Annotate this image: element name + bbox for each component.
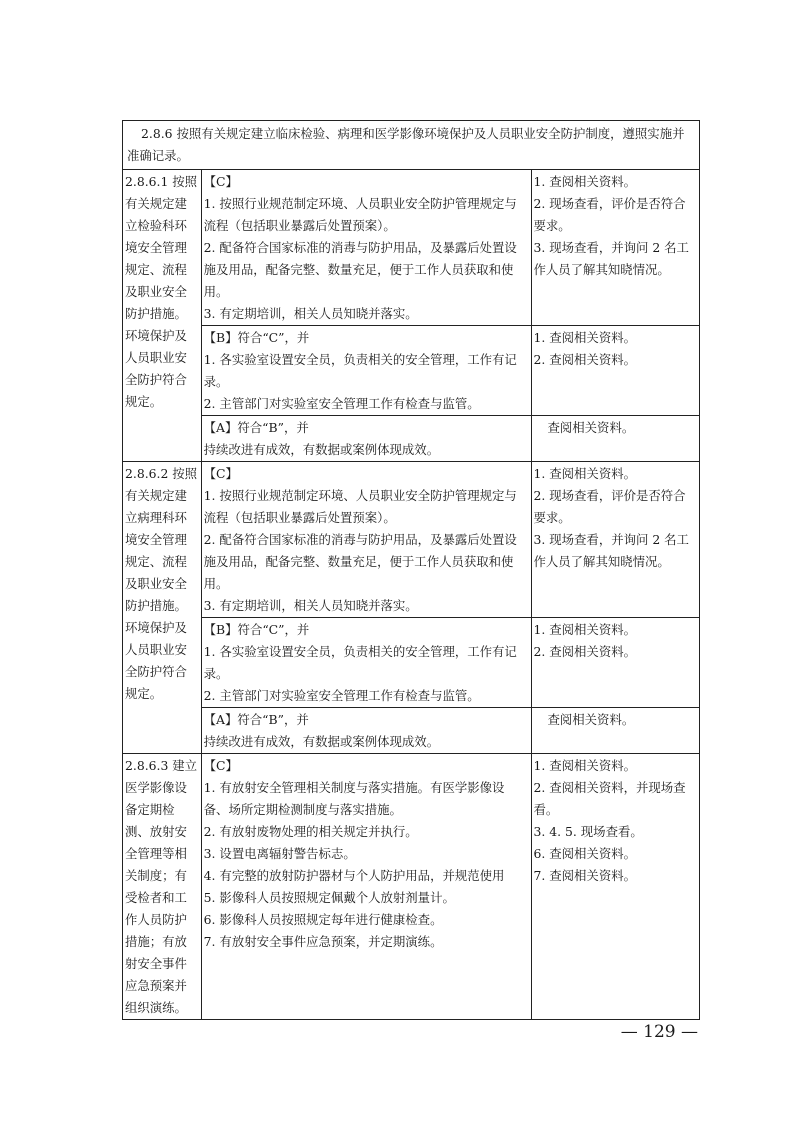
requirement-line: 2. 配备符合国家标准的消毒与防护用品，及暴露后处置设施及用品，配备完整、数量充足，便于工作人员获取和使用。 bbox=[203, 532, 517, 591]
method-line: 2. 查阅相关资料，并现场查看。 bbox=[533, 780, 686, 817]
requirement-line: 1. 各实验室设置安全员，负责相关的安全管理，工作有记录。 bbox=[203, 644, 517, 681]
requirement-line: 6. 影像科人员按照规定每年进行健康检查。 bbox=[203, 912, 443, 927]
criterion-text: 2.8.6.2 按照有关规定建立病理科环境安全管理规定、流程及职业安全防护措施。环境保护及人员职业安全防护符合规定。 bbox=[125, 466, 198, 701]
table-row bbox=[123, 416, 700, 462]
section-header-row bbox=[123, 121, 700, 170]
standards-table bbox=[122, 120, 700, 1020]
table-row bbox=[123, 170, 700, 326]
method-line: 3. 现场查看，并询问 2 名工作人员了解其知晓情况。 bbox=[533, 532, 689, 569]
method-line: 6. 查阅相关资料。 bbox=[533, 846, 636, 861]
method-line: 1. 查阅相关资料。 bbox=[533, 330, 636, 345]
method-line: 1. 查阅相关资料。 bbox=[533, 174, 636, 189]
method-line: 1. 查阅相关资料。 bbox=[533, 466, 636, 481]
method-cell bbox=[531, 170, 700, 326]
requirement-cell bbox=[201, 326, 531, 416]
requirement-cell bbox=[201, 462, 531, 618]
grade-label: 【C】 bbox=[203, 466, 238, 481]
criterion-cell bbox=[123, 754, 202, 1020]
method-cell bbox=[531, 754, 700, 1020]
method-line: 3. 4. 5. 现场查看。 bbox=[533, 824, 643, 839]
method-line: 1. 查阅相关资料。 bbox=[533, 622, 636, 637]
requirement-line: 1. 按照行业规范制定环境、人员职业安全防护管理规定与流程（包括职业暴露后处置预案）。 bbox=[203, 488, 517, 525]
grade-label: 【B】符合“C”，并 bbox=[203, 622, 310, 637]
criterion-text: 2.8.6.3 建立医学影像设备定期检测、放射安全管理等相关制度；有受检者和工作人员防护措施；有放射安全事件应急预案并组织演练。 bbox=[125, 758, 198, 1015]
method-line: 7. 查阅相关资料。 bbox=[533, 868, 636, 883]
table-row bbox=[123, 462, 700, 618]
method-line: 1. 查阅相关资料。 bbox=[533, 758, 636, 773]
section-title: 2.8.6 按照有关规定建立临床检验、病理和医学影像环境保护及人员职业安全防护制度，遵照实施并准确记录。 bbox=[127, 126, 685, 163]
requirement-line: 7. 有放射安全事件应急预案，并定期演练。 bbox=[203, 934, 443, 949]
requirement-cell bbox=[201, 618, 531, 708]
requirement-line: 5. 影像科人员按照规定佩戴个人放射剂量计。 bbox=[203, 890, 455, 905]
requirement-line: 1. 有放射安全管理相关制度与落实措施。有医学影像设备、场所定期检测制度与落实措施。 bbox=[203, 780, 505, 817]
table-row bbox=[123, 326, 700, 416]
requirement-line: 1. 按照行业规范制定环境、人员职业安全防护管理规定与流程（包括职业暴露后处置预案）。 bbox=[203, 196, 517, 233]
grade-label: 【B】符合“C”，并 bbox=[203, 330, 310, 345]
method-line: 查阅相关资料。 bbox=[547, 420, 635, 435]
table-row bbox=[123, 754, 700, 1020]
requirement-line: 2. 主管部门对实验室安全管理工作有检查与监管。 bbox=[203, 396, 480, 411]
requirement-cell bbox=[201, 170, 531, 326]
requirement-line: 2. 有放射废物处理的相关规定并执行。 bbox=[203, 824, 418, 839]
requirement-line: 1. 各实验室设置安全员，负责相关的安全管理，工作有记录。 bbox=[203, 352, 517, 389]
requirement-cell bbox=[201, 754, 531, 1020]
table-row bbox=[123, 618, 700, 708]
page-number: — 129 — bbox=[620, 1022, 698, 1042]
grade-label: 【C】 bbox=[203, 758, 238, 773]
method-line: 2. 现场查看，评价是否符合要求。 bbox=[533, 488, 686, 525]
method-cell bbox=[531, 708, 700, 754]
method-cell bbox=[531, 462, 700, 618]
criterion-cell bbox=[123, 462, 202, 754]
grade-label: 【C】 bbox=[203, 174, 238, 189]
criterion-text: 2.8.6.1 按照有关规定建立检验科环境安全管理规定、流程及职业安全防护措施。环境保护及人员职业安全防护符合规定。 bbox=[125, 174, 198, 409]
requirement-cell bbox=[201, 416, 531, 462]
method-line: 查阅相关资料。 bbox=[547, 712, 635, 727]
method-cell bbox=[531, 326, 700, 416]
requirement-line: 3. 有定期培训，相关人员知晓并落实。 bbox=[203, 598, 418, 613]
method-line: 2. 现场查看，评价是否符合要求。 bbox=[533, 196, 686, 233]
method-line: 2. 查阅相关资料。 bbox=[533, 644, 636, 659]
requirement-line: 4. 有完整的放射防护器材与个人防护用品，并规范使用 bbox=[203, 868, 505, 883]
table-row bbox=[123, 708, 700, 754]
requirement-line: 2. 配备符合国家标准的消毒与防护用品，及暴露后处置设施及用品，配备完整、数量充足，便于工作人员获取和使用。 bbox=[203, 240, 517, 299]
requirement-line: 3. 设置电离辐射警告标志。 bbox=[203, 846, 356, 861]
method-line: 2. 查阅相关资料。 bbox=[533, 352, 636, 367]
grade-label: 【A】符合“B”，并 bbox=[203, 712, 309, 727]
requirement-cell bbox=[201, 708, 531, 754]
criterion-cell bbox=[123, 170, 202, 462]
grade-label: 【A】符合“B”，并 bbox=[203, 420, 309, 435]
method-cell bbox=[531, 618, 700, 708]
requirement-line: 2. 主管部门对实验室安全管理工作有检查与监管。 bbox=[203, 688, 480, 703]
requirement-line: 3. 有定期培训，相关人员知晓并落实。 bbox=[203, 306, 418, 321]
requirement-line: 持续改进有成效，有数据或案例体现成效。 bbox=[203, 442, 440, 457]
requirement-line: 持续改进有成效，有数据或案例体现成效。 bbox=[203, 734, 440, 749]
method-line: 3. 现场查看，并询问 2 名工作人员了解其知晓情况。 bbox=[533, 240, 689, 277]
method-cell bbox=[531, 416, 700, 462]
section-title-cell bbox=[123, 121, 700, 170]
